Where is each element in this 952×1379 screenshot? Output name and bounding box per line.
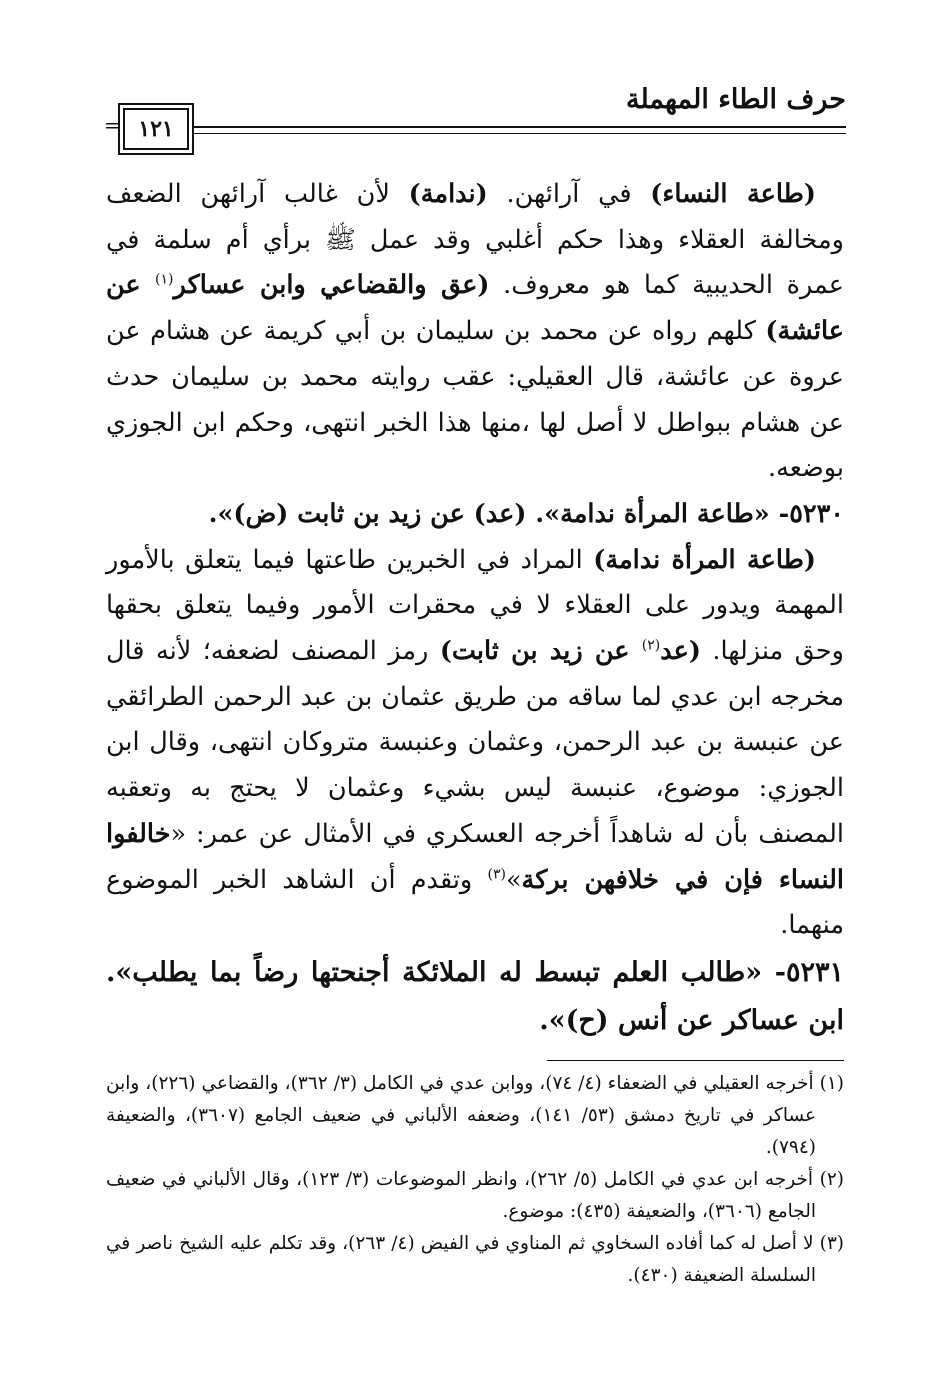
footnote-2: (٢) أخرجه ابن عدي في الكامل (٥/ ٢٦٢)، وانظر الموضوعات (٣/ ١٢٣)، وقال الألباني في ضعيف الجامع (٣٦٠٦)، والضعيفة (٤٣٥): موضوع.: [106, 1169, 845, 1222]
text-run: في آرائهن.: [487, 179, 651, 209]
footnote-3: (٣) لا أصل له كما أفاده السخاوي ثم المناوي في الفيض (٤/ ٢٦٣)، وقد تكلم عليه الشيخ ناصر في السلسلة الضعيفة (٤٣٠).: [106, 1233, 844, 1286]
text-run: »: [505, 864, 522, 895]
page-mark: =: [104, 113, 121, 137]
quoted-hadith: خالفوا النساء فإن في خلافهن بركة: [106, 818, 844, 895]
source-citation: عن عائشة): [106, 270, 844, 347]
source-citation: (عق والقضاعي وابن عساكر: [173, 270, 490, 301]
page-number-box: [123, 108, 189, 150]
footnote-ref: (٢): [641, 637, 661, 654]
header-rule-thin: [193, 133, 846, 134]
footnote-ref: (٣): [487, 866, 506, 883]
text-run: وتقدم أن الشاهد الخبر الموضوع منهما.: [106, 864, 844, 941]
text-run: لأن غالب آرائهن الضعف ومخالفة العقلاء وهذا حكم أغلبي وقد عمل ﷺ برأي أم سلمة في عمرة الحديبية كما هو معروف.: [106, 179, 844, 301]
paragraph-commentary-2: [106, 538, 844, 949]
quoted-phrase: (طاعة النساء): [650, 179, 816, 209]
source-citation: (عد: [660, 636, 701, 667]
source-citation: عن زيد بن ثابت): [439, 636, 642, 667]
text-run: كلهم رواه عن محمد بن سليمان بن أبي كريمة عن هشام عن عروة عن عائشة، قال العقيلي: عقب روايته محمد بن سليمان حدث عن هشام ببواطل لا أصل لها ،منها هذا الخبر انتهى، وحكم ابن الجوزي بوضعه.: [106, 316, 844, 484]
footnote-1: (١) أخرجه العقيلي في الضعفاء (٤/ ٧٤)، ووابن عدي في الكامل (٣/ ٣٦٢)، والقضاعي (٢٢٦)، وابن عساكر في تاريخ دمشق (٥٣/ ١٤١)، وضعفه الألباني في ضعيف الجامع (٣٦٠٧)، والضعيفة (٧٩٤).: [106, 1073, 844, 1158]
footnote-ref: (١): [155, 271, 174, 288]
hadith-entry-5231: ٥٢٣١- «طالب العلم تبسط له الملائكة أجنحتها رضاً بما يطلب». ابن عساكر عن أنس (ح)».: [106, 956, 844, 1036]
footnotes: [106, 1068, 844, 1292]
paragraph-commentary-1: [106, 172, 844, 492]
footnote-separator: [547, 1060, 844, 1061]
main-text: [106, 172, 844, 1045]
hadith-text: ٥٢٣٠- «طاعة المرأة ندامة». (عد) عن زيد بن ثابت (ض)».: [208, 498, 844, 529]
hadith-entry-5230: [106, 492, 844, 538]
header-rule-thick: [193, 126, 846, 128]
page-number: ١٢١: [138, 116, 174, 142]
text-run: المراد في الخبرين طاعتها فيما يتعلق بالأمور المهمة ويدور على العقلاء لا في محقرات الأمور وفيما يتعلق بحقها وحق منزلها.: [106, 544, 844, 667]
quoted-phrase: (ندامة): [408, 179, 488, 209]
running-title: حرف الطاء المهملة: [626, 84, 846, 115]
quoted-phrase: (طاعة المرأة ندامة): [593, 544, 816, 575]
text-run: رمز المصنف لضعفه؛ لأنه قال مخرجه ابن عدي لما ساقه من طريق عثمان بن عبد الرحمن الطرائقي عن عنبسة بن عبد الرحمن، وعثمان وعنبسة متروكان انتهى، وقال ابن الجوزي: موضوع، عنبسة ليس بشيء وعثمان لا يحتج به وتعقبه المصنف بأن له شاهداً أخرجه العسكري في الأمثال عن عمر: «: [106, 636, 844, 849]
